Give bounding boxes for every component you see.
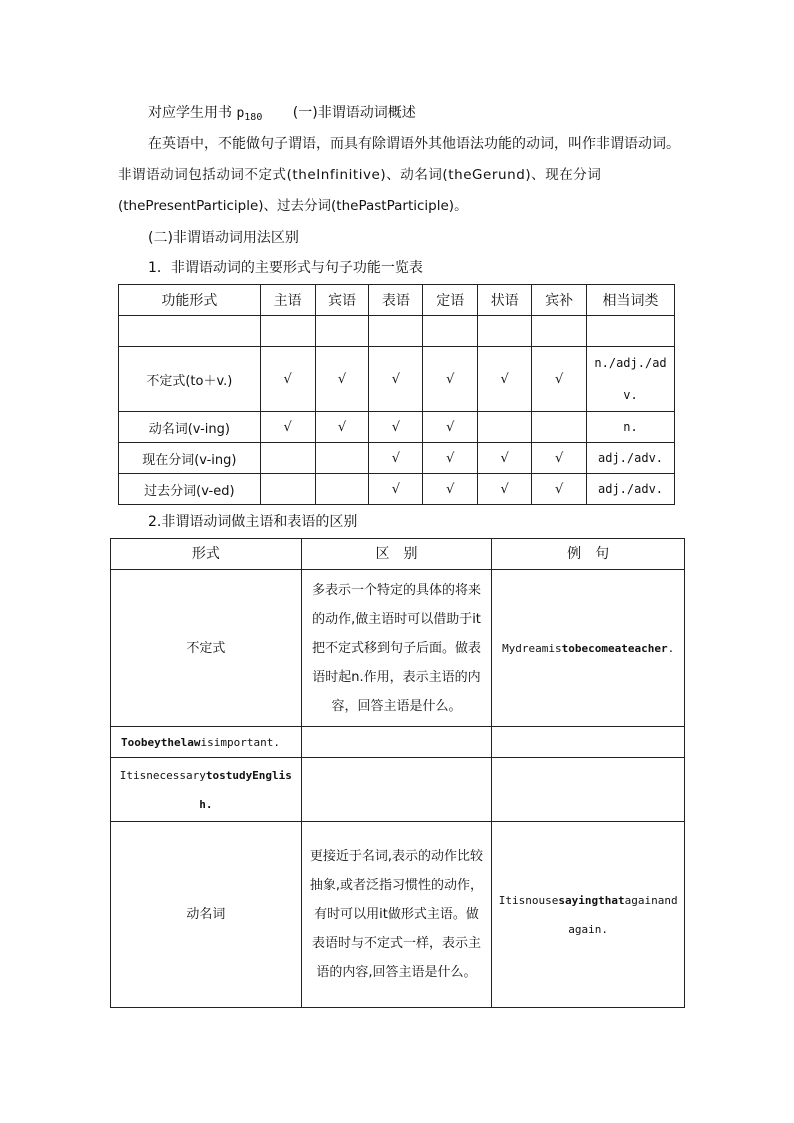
sub1-title: 1．非谓语动词的主要形式与句子功能一览表 [148,260,423,276]
header-cell: 区 别 [301,539,492,570]
example-bold: Toobeythelaw [121,735,201,749]
check-cell: √ [478,474,532,505]
example-cell [492,570,685,727]
form-cell: 不定式 [111,570,302,727]
form-cell: 动名词 [111,822,302,1008]
example-text: . [205,797,213,811]
table-cell [119,316,261,347]
example-text: Mydreamis [502,641,562,655]
check-cell: √ [369,474,423,505]
para2-line1: 非谓语动词包括动词不定式(theInfinitive)、动名词(theGerund)、现在分词 [118,167,602,183]
row-label: 过去分词(v-ed) [119,474,261,505]
table-row-gerund [119,412,675,443]
word-class-cell: adj./adv. [587,443,675,474]
check-cell: √ [478,443,532,474]
check-cell: √ [260,412,315,443]
check-cell: √ [260,347,315,412]
check-cell: √ [315,412,369,443]
check-cell [532,412,587,443]
check-cell: √ [369,443,423,474]
sub2-title: 2.非谓语动词做主语和表语的区别 [148,514,358,530]
table-cell [587,316,675,347]
example-text: againandagain. [568,893,678,936]
example-cell [111,727,302,758]
header-cell: 形式 [111,539,302,570]
header-cell: 宾语 [315,285,369,316]
table-header-row [119,285,675,316]
subject-predicative-table [110,538,685,1008]
check-cell: √ [532,347,587,412]
check-cell [260,443,315,474]
ref-prefix: 对应学生用书 [148,105,232,121]
example-cell [111,758,302,822]
ref-page-label: p [236,106,245,121]
table-cell [478,316,532,347]
row-label: 现在分词(v-ing) [119,443,261,474]
check-cell: √ [532,443,587,474]
header-cell: 主语 [260,285,315,316]
check-cell: √ [423,412,478,443]
table-cell [301,758,492,822]
table-cell [315,316,369,347]
example-bold: tobecomeateacher [561,641,668,655]
row-label: 动名词(v-ing) [119,412,261,443]
empty-row [119,316,675,347]
para2-line2: (thePresentParticiple)、过去分词(thePastParticiple)。 [118,198,468,214]
table-cell [423,316,478,347]
check-cell: √ [315,347,369,412]
table-cell [260,316,315,347]
header-cell: 例 句 [492,539,685,570]
header-cell: 功能形式 [119,285,261,316]
example-text: Itisnouse [498,893,559,907]
example-text: . [667,641,675,655]
table-row-gerund [111,822,685,1008]
table-header-row [111,539,685,570]
check-cell [260,474,315,505]
table-cell [301,727,492,758]
header-cell: 定语 [423,285,478,316]
para1: 在英语中，不能做句子谓语，而具有除谓语外其他语法功能的动词，叫作非谓语动词。 [148,136,680,152]
check-cell [315,474,369,505]
table-row-present-participle [119,443,675,474]
header-cell: 表语 [369,285,423,316]
check-cell [315,443,369,474]
section2-title: (二)非谓语动词用法区别 [148,230,299,246]
example-cell [492,822,685,1008]
table-cell [492,758,685,822]
check-cell: √ [423,347,478,412]
table-row-infinitive [119,347,675,412]
check-cell: √ [369,347,423,412]
header-cell: 宾补 [532,285,587,316]
example-text: isimportant. [200,735,280,749]
table-row-infinitive [111,570,685,727]
table-cell [369,316,423,347]
diff-cell: 更接近于名词,表示的动作比较抽象,或者泛指习惯性的动作，有时可以用it做形式主语。做表语时与不定式一样，表示主语的内容,回答主语是什么。 [301,822,492,1008]
forms-functions-table [118,284,675,505]
word-class-cell: adj./adv. [587,474,675,505]
check-cell: √ [423,443,478,474]
ref-page-num: 180 [244,112,263,123]
table-cell [492,727,685,758]
check-cell: √ [423,474,478,505]
check-cell: √ [478,347,532,412]
table-row-past-participle [119,474,675,505]
example-text: Itisnecessary [119,768,206,782]
check-cell: √ [369,412,423,443]
row-label: 不定式(to＋v.) [119,347,261,412]
header-cell: 状语 [478,285,532,316]
word-class-cell: n. [587,412,675,443]
section1-title: (一)非谓语动词概述 [292,105,416,121]
table-row-example-obey [111,727,685,758]
header-cell: 相当词类 [587,285,675,316]
example-bold: sayingthat [558,893,625,907]
table-cell [532,316,587,347]
check-cell [478,412,532,443]
check-cell: √ [532,474,587,505]
example-bold: tostudyEnglish [199,768,292,811]
reference-line [148,103,416,128]
table-row-example-necessary [111,758,685,822]
word-class-cell: n./adj./adv. [587,347,675,412]
diff-cell: 多表示一个特定的具体的将来的动作,做主语时可以借助于it把不定式移到句子后面。做表语时起n.作用，表示主语的内容，回答主语是什么。 [301,570,492,727]
